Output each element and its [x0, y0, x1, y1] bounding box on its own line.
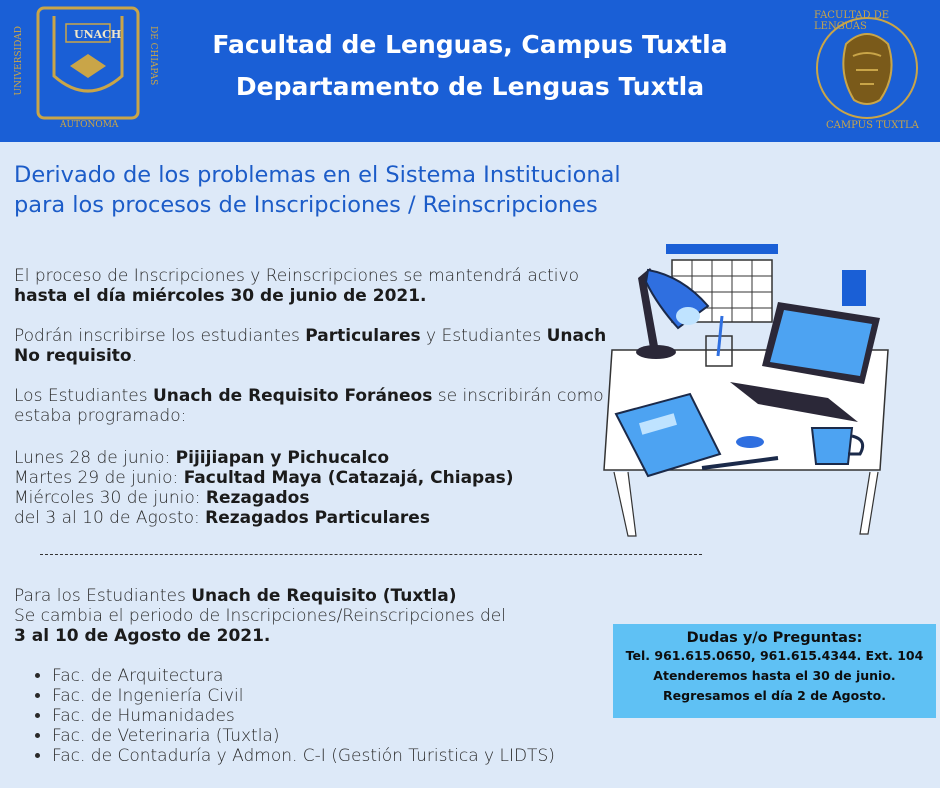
logo-right-top-arc: FACULTAD DE LENGUAS — [814, 10, 890, 32]
contact-title: Dudas y/o Preguntas: — [686, 630, 863, 646]
p1-bold: hasta el día miércoles 30 de junio de 2021. — [14, 286, 427, 306]
schedule-value: Rezagados — [205, 488, 310, 508]
schedule-value: Pijijiapan y Pichucalco — [175, 448, 390, 468]
faculty-list — [14, 666, 555, 766]
paragraph-deadline — [14, 266, 634, 306]
header-title-line2: Departamento de Lenguas Tuxtla — [235, 72, 705, 101]
contact-box — [613, 624, 936, 718]
logo-right-bottom-arc: CAMPUS TUXTLA — [826, 120, 919, 131]
schedule-item — [14, 448, 634, 468]
p4-bold-a: Unach de Requisito (Tuxtla) — [191, 586, 457, 606]
dashed-divider — [40, 554, 702, 555]
schedule-label: Lunes 28 de junio: — [14, 448, 176, 468]
header-banner — [0, 0, 940, 142]
faculty-list-item: • Fac. de Humanidades — [52, 706, 555, 726]
header-title-line1: Facultad de Lenguas, Campus Tuxtla — [212, 30, 728, 59]
announcement-subtitle — [14, 160, 774, 220]
faculty-list-item: • Fac. de Ingeniería Civil — [52, 686, 555, 706]
p2-bold-b: Unach No requisito — [14, 326, 607, 366]
p3-bold: Unach de Requisito Foráneos — [152, 386, 433, 406]
paragraph-eligible — [14, 326, 634, 366]
contact-hours: Atenderemos hasta el 30 de junio. — [653, 668, 896, 683]
p2-text-c: . — [131, 346, 137, 366]
schedule-label: del 3 al 10 de Agosto: — [14, 508, 206, 528]
desk-illustration — [598, 236, 898, 546]
faculty-logo — [808, 4, 926, 136]
logo-left-bottom-text: AUTÓNOMA — [60, 120, 119, 130]
schedule-value: Rezagados Particulares — [205, 508, 430, 528]
schedule-item — [14, 468, 634, 488]
p3-text-b: se inscribirán como estaba programado: — [14, 386, 604, 426]
p4-text-b: Se cambia el periodo de Inscripciones/Reinscripciones del — [14, 606, 506, 626]
p4-bold-b: 3 al 10 de Agosto de 2021. — [14, 626, 271, 646]
faculty-list-item: • Fac. de Veterinaria (Tuxtla) — [52, 726, 555, 746]
p2-bold-a: Particulares — [305, 326, 421, 346]
faculty-list-item: • Fac. de Arquitectura — [52, 666, 555, 686]
p4-text-a: Para los Estudiantes — [14, 586, 192, 606]
p2-text-a: Podrán inscribirse los estudiantes — [14, 326, 306, 346]
schedule-label: Miércoles 30 de junio: — [14, 488, 206, 508]
p2-text-b: y Estudiantes — [420, 326, 547, 346]
p3-text-a: Los Estudiantes — [14, 386, 153, 406]
schedule-item — [14, 488, 634, 508]
contact-phone: Tel. 961.615.0650, 961.615.4344. Ext. 104 — [625, 648, 924, 663]
subtitle-line1: Derivado de los problemas en el Sistema Institucional — [14, 162, 621, 188]
paragraph-tuxtla — [14, 586, 634, 646]
schedule-item — [14, 508, 634, 528]
p1-text: El proceso de Inscripciones y Reinscripciones se mantendrá activo — [14, 266, 579, 286]
schedule-value: Facultad Maya (Catazajá, Chiapas) — [183, 468, 514, 488]
schedule-list — [14, 448, 634, 528]
schedule-label: Martes 29 de junio: — [14, 468, 184, 488]
paragraph-foraneos — [14, 386, 634, 426]
faculty-list-item: • Fac. de Contaduría y Admon. C-I (Gestión Turistica y LIDTS) — [52, 746, 555, 766]
logo-left-center-text: UNACH — [74, 28, 122, 41]
contact-return: Regresamos el día 2 de Agosto. — [663, 688, 886, 703]
unach-logo — [14, 6, 162, 134]
logo-left-right-arc: DE CHIAPAS — [148, 26, 158, 86]
logo-left-top-arc: UNIVERSIDAD — [14, 26, 24, 96]
subtitle-line2: para los procesos de Inscripciones / Reinscripciones — [14, 192, 598, 218]
